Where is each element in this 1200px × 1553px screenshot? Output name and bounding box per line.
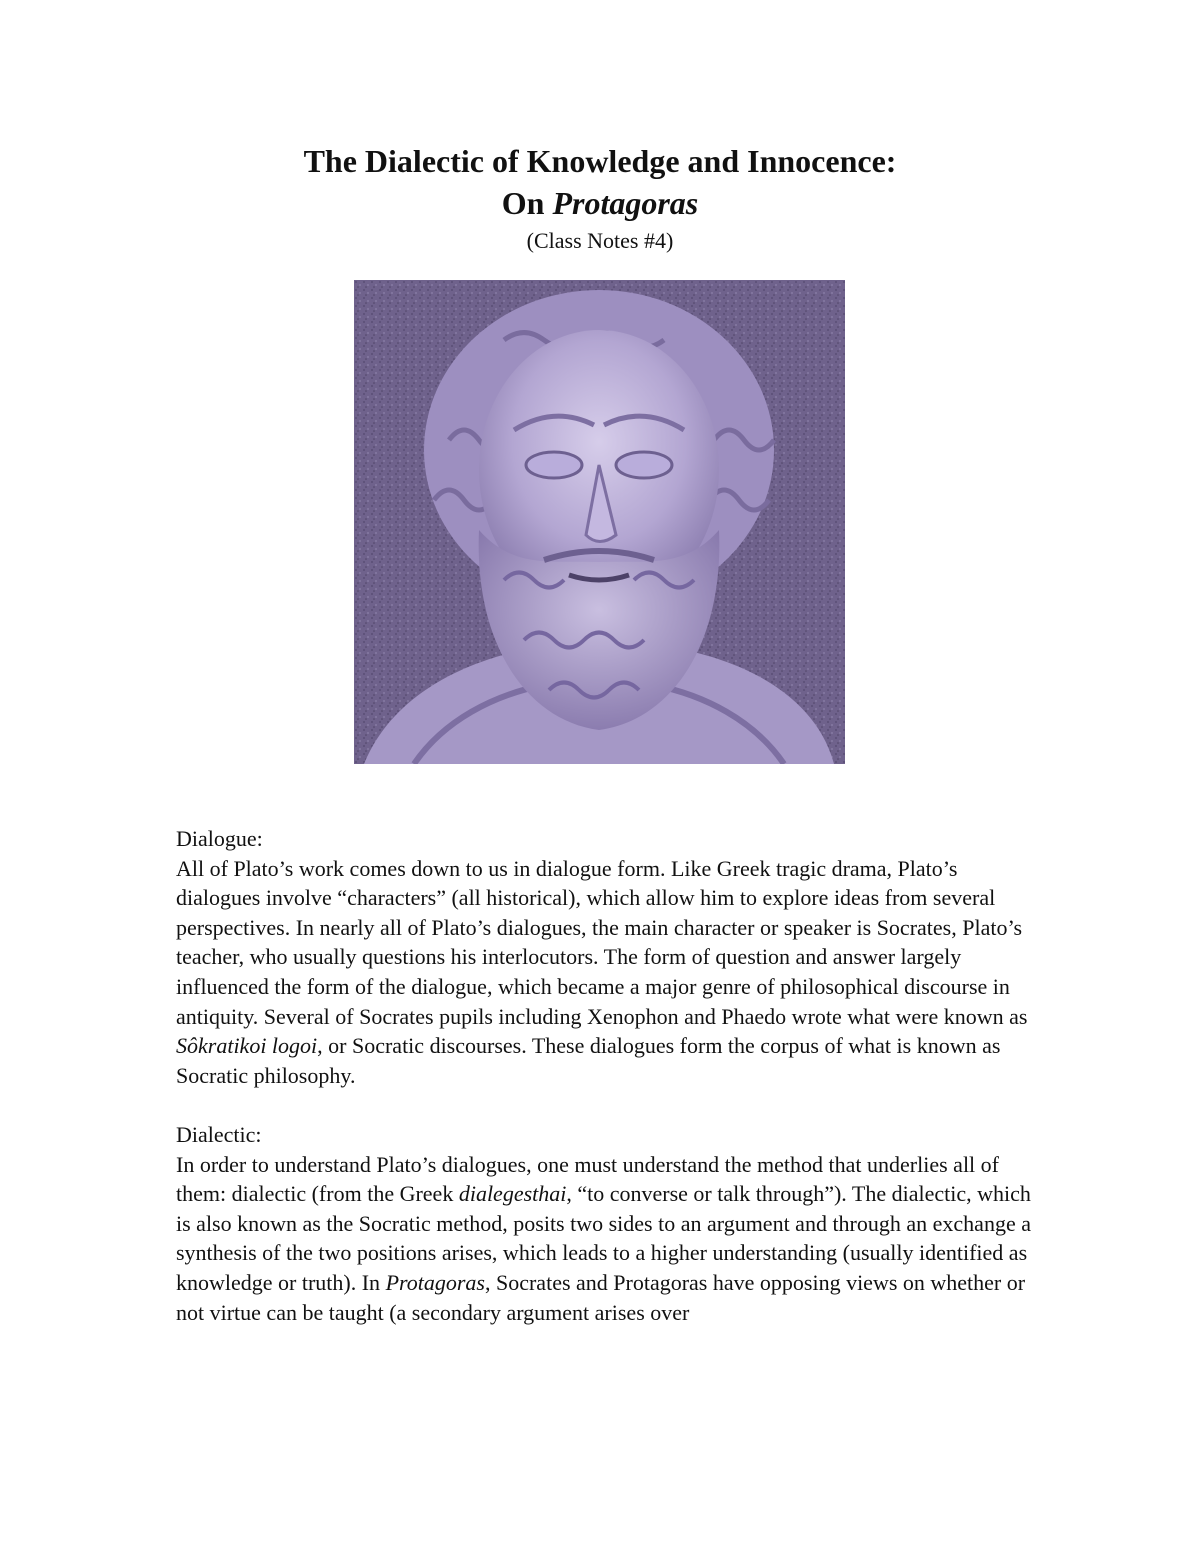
- dialogue-text-part2: , or Socratic discourses. These dialogues form the corpus of what is known as Socratic philosophy.: [176, 1033, 1001, 1088]
- title-block: [0, 140, 1200, 256]
- dialogue-text-part1: All of Plato’s work comes down to us in dialogue form. Like Greek tragic drama, Plato’s dialogues involve “characters” (all historical), which allow him to explore ideas from several perspectives. In nearly all of Plato’s dialogues, the main character or speaker is Socrates, Plato’s teacher, who usually questions his interlocutors. The form of question and answer largely influenced the form of the dialogue, which became a major genre of philosophical discourse in antiquity. Several of Socrates pupils including Xenophon and Phaedo wrote what were known as: [176, 855, 1028, 1029]
- portrait-bust-illustration: [354, 280, 845, 764]
- section-heading-dialectic: Dialectic:: [176, 1121, 262, 1147]
- title-italic: Protagoras: [552, 185, 699, 221]
- dialectic-text-part1: In order to understand Plato’s dialogues, one must understand the method that underlies all of them: dialectic (from the Greek: [176, 1151, 999, 1207]
- title-prefix: On: [501, 185, 553, 221]
- portrait-bust-image: [354, 280, 845, 764]
- section-heading-dialogue: Dialogue:: [176, 826, 263, 851]
- dialectic-text-part2: , “to converse or talk through”). The dialectic, which is also known as the Socratic method, posits two sides to an argument and through an exchange a synthesis of the two positions arises, which leads to a higher understanding (usually identified as knowledge or truth). In: [176, 1181, 1031, 1295]
- dialectic-italic-title: Protagoras: [385, 1269, 485, 1295]
- dialectic-text-part3: , Socrates and Protagoras have opposing views on whether or not virtue can be taught (a secondary argument arises over: [176, 1269, 1026, 1325]
- document-title: The Dialectic of Knowledge and Innocence:: [303, 143, 897, 179]
- paragraph-spacer: [176, 1090, 1036, 1120]
- document-title-line2: [0, 182, 1200, 224]
- document-subtitle: (Class Notes #4): [526, 228, 674, 253]
- section-paragraph-dialogue: [176, 854, 1036, 1091]
- section-paragraph-dialectic: [176, 1150, 1036, 1328]
- dialectic-italic-term: dialegesthai: [458, 1181, 567, 1207]
- dialogue-italic-term: Sôkratikoi logoi: [176, 1033, 318, 1059]
- body-content: [176, 824, 1036, 1327]
